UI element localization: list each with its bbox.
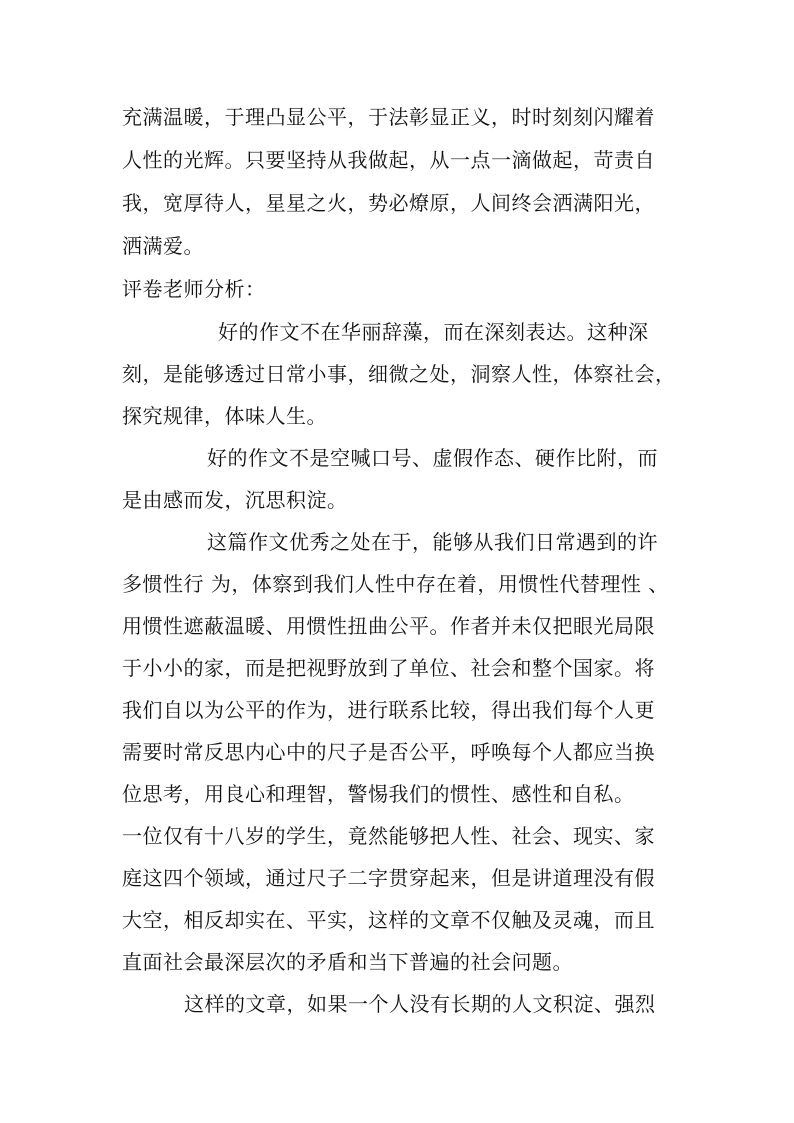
text-line: 庭这四个领域，通过尺子二字贯穿起来，但是讲道理没有假 [122, 866, 655, 890]
text-line: 用惯性遮蔽温暖、用惯性扭曲公平。作者并未仅把眼光局限 [122, 614, 655, 638]
text-line: 一位仅有十八岁的学生，竟然能够把人性、社会、现实、家 [122, 824, 655, 848]
text-line: 探究规律，体味人生。 [122, 404, 327, 428]
text-line: 我们自以为公平的作为，进行联系比较，得出我们每个人更 [122, 698, 655, 722]
text-line: 我，宽厚待人，星星之火，势必燎原，人间终会洒满阳光， [122, 191, 655, 215]
section-heading: 评卷老师分析： [122, 277, 266, 301]
text-line: 人性的光辉。只要坚持从我做起，从一点一滴做起，苛责自 [122, 148, 655, 172]
text-line: 位思考，用良心和理智，警惕我们的惯性、感性和自私。 [122, 782, 635, 806]
text-line: 多惯性行 为，体察到我们人性中存在着，用惯性代替理性 、 [122, 572, 669, 596]
text-line: 好的作文不在华丽辞藻，而在深刻表达。这种深 [218, 320, 649, 344]
text-line: 刻，是能够透过日常小事，细微之处，洞察人性，体察社会， [122, 362, 676, 386]
text-line: 这样的文章，如果一个人没有长期的人文积淀、强烈 [184, 992, 656, 1016]
text-line: 大空，相反却实在、平实，这样的文章不仅触及灵魂，而且 [122, 908, 655, 932]
text-line: 于小小的家，而是把视野放到了单位、社会和整个国家。将 [122, 656, 655, 680]
text-line: 直面社会最深层次的矛盾和当下普遍的社会问题。 [122, 950, 573, 974]
text-line: 是由感而发，沉思积淀。 [122, 488, 348, 512]
text-line: 需要时常反思内心中的尺子是否公平，呼唤每个人都应当换 [122, 740, 655, 764]
text-line: 好的作文不是空喊口号、虚假作态、硬作比附，而 [207, 446, 658, 470]
text-line: 这篇作文优秀之处在于，能够从我们日常遇到的许 [207, 530, 658, 554]
text-line: 洒满爱。 [122, 234, 204, 258]
text-line: 充满温暖，于理凸显公平，于法彰显正义，时时刻刻闪耀着 [122, 105, 655, 129]
